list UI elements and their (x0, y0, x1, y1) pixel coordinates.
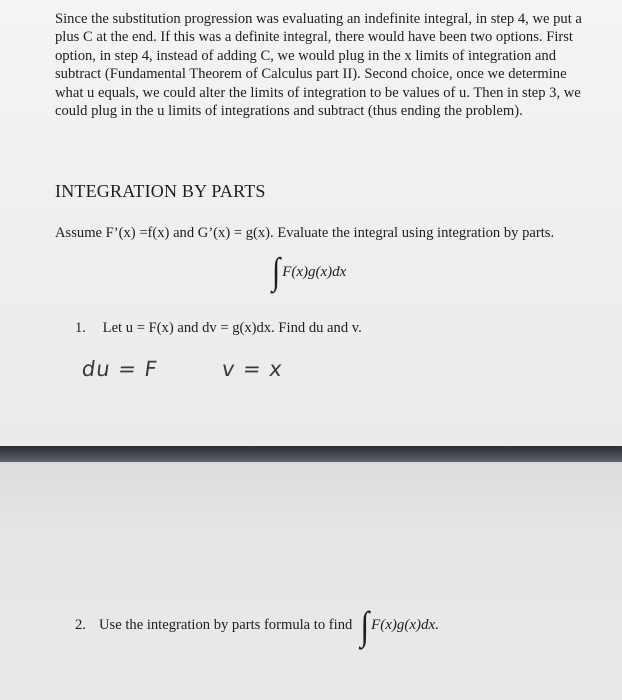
section-heading: INTEGRATION BY PARTS (55, 181, 266, 201)
handwritten-du-answer: du = F (80, 357, 160, 381)
worksheet-page-bottom (0, 462, 622, 700)
step-1-text: Let u = F(x) and dv = g(x)dx. Find du and v. (102, 320, 362, 336)
step-2-integrand: F(x)g(x)dx. (371, 616, 439, 633)
integral-sign: ∫ (360, 602, 370, 648)
page-divider (0, 446, 622, 462)
step-2-integral (360, 602, 439, 648)
step-1-number: 1. (75, 320, 86, 336)
handwritten-v-answer: v = x (220, 357, 285, 381)
integral-expression (272, 250, 347, 292)
intro-paragraph: Since the substitution progression was evaluating an indefinite integral, in step 4, we put a plus C at the end. If this was a definite integral, there would have been two options. First option, in step 4, instead of adding C, we would plug in the x limits of integration and subtract (Fundamental Theorem of Calculus part II). Second choice, once we determine what u equals, we could alter the limits of integration to be values of u. Then in step 3, we could plug in the u limits of integrations and subtract (thus ending the problem). (55, 11, 582, 120)
step-2 (75, 602, 439, 648)
step-1 (75, 320, 362, 337)
step-2-text: Use the integration by parts formula to find (99, 616, 353, 633)
step-2-number: 2. (75, 616, 86, 633)
assume-statement: Assume F’(x) =f(x) and G’(x) = g(x). Evaluate the integral using integration by parts. (55, 225, 555, 241)
integrand: F(x)g(x)dx (282, 263, 347, 280)
integral-sign: ∫ (272, 250, 281, 292)
